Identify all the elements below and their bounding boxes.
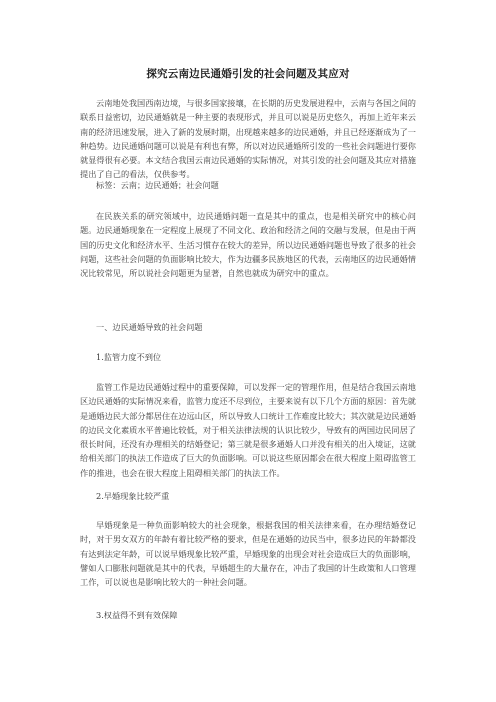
subsection-1-heading-block (80, 350, 416, 364)
document-title: 探究云南边民通婚引发的社会问题及其应对 (146, 68, 350, 80)
section-heading-block (80, 320, 416, 334)
subsection-heading: 1.监管力度不到位 (96, 352, 162, 362)
document-body (80, 96, 416, 182)
subsection-heading: 3.权益得不到有效保障 (96, 610, 178, 620)
subsection-1-body (80, 380, 416, 480)
subsection-2-heading-block (80, 489, 416, 503)
subsection-heading: 2.早婚现象比较严重 (96, 491, 170, 501)
intro-paragraph: 在民族关系的研究领域中，边民通婚问题一直是其中的重点，也是相关研究中的核心问题。边民通婚现象在一定程度上展现了不同文化、政治和经济之间的交融与发展，但是由于两国的历史文化和经济水平、生活习惯存在较大的差异，所以边民通婚问题也导致了很多的社会问题，这些社会问题的负面影响比较大，作为边疆多民族地区的代表，云南地区的边民通婚情况比较常见，所以说社会问题更为显著，自然也就成为研究中的重点。 (80, 211, 416, 279)
keywords-block (80, 178, 416, 192)
keywords-line: 标签：云南；边民通婚；社会问题 (96, 180, 219, 190)
intro-block (80, 209, 416, 280)
subsection-3-heading-block (80, 608, 416, 622)
subsection-paragraph: 早婚现象是一种负面影响较大的社会现象，根据我国的相关法律来看，在办理结婚登记时，对于男女双方的年龄有着比较严格的要求，但是在通婚的边民当中，很多边民的年龄都没有达到法定年龄，可以说早婚现象比较严重，早婚现象的出现会对社会造成巨大的负面影响，譬如人口膨胀问题就是其中的代表，早婚超生的大量存在，冲击了我国的计生政策和人口管理工作，可以说也是影响比较大的一种社会问题。 (80, 520, 416, 588)
abstract-paragraph: 云南地处我国西南边境，与很多国家接壤，在长期的历史发展进程中，云南与各国之间的联系日益密切，边民通婚就是一种主要的表现形式，并且可以说是历史悠久，再加上近年来云南的经济迅速发展，进入了新的发展时期，出现越来越多的边民通婚，并且已经逐渐成为了一种趋势。边民通婚问题可以说是有利也有弊，所以对边民通婚所引发的一些社会问题进行要你就显得很有必要。本文结合我国云南边民通婚的实际情况，对其引发的社会问题及其应对措施提出了自己的看法，仅供参考。 (80, 98, 416, 180)
section-heading: 一、边民通婚导致的社会问题 (96, 322, 203, 332)
subsection-paragraph: 监管工作是边民通婚过程中的重要保障，可以发挥一定的管理作用，但是结合我国云南地区边民通婚的实际情况来看，监管力度还不尽到位，主要来说有以下几个方面的原因：首先就是通婚边民大部分都居住在边远山区，所以导致人口统计工作难度比较大；其次就是边民通婚的边民文化素质水平普遍比较低，对于相关法律法规的认识比较少，导致有的两国边民同居了很长时间，还没有办理相关的结婚登记；第三就是很多通婚人口并没有相关的出入境证，这就给相关部门的执法工作造成了巨大的负面影响。可以说这些原因都会在很大程度上阻碍监管工作的推进，也会在很大程度上阻碍相关部门的执法工作。 (80, 382, 416, 478)
subsection-2-body (80, 518, 416, 589)
